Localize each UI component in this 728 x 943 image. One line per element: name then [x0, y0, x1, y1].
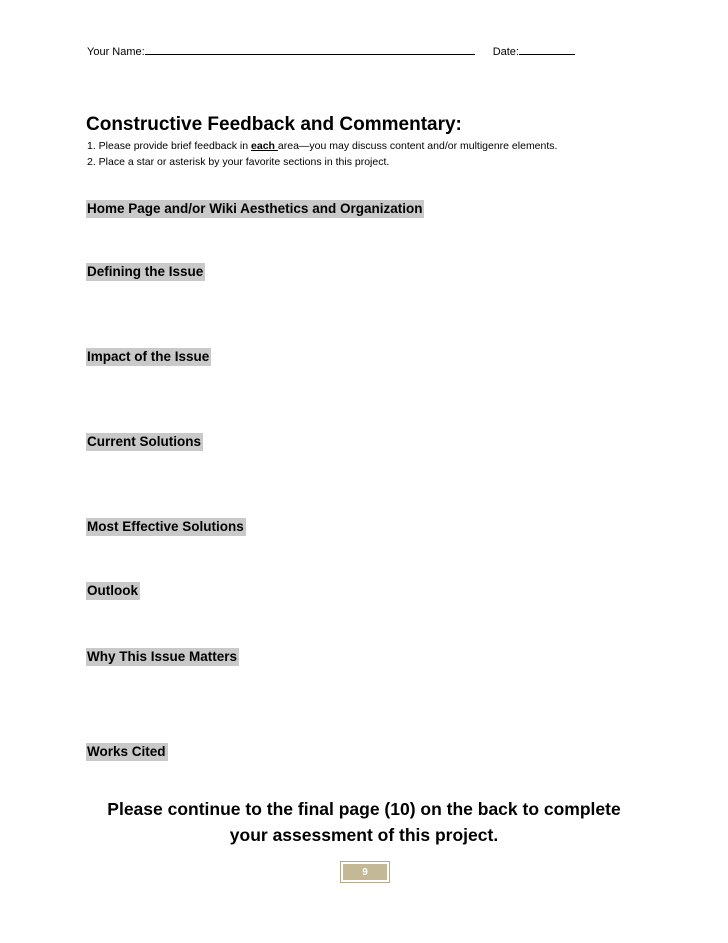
instruction-2: 2. Place a star or asterisk by your favorite sections in this project. [87, 156, 390, 168]
closing-line-1: Please continue to the final page (10) on the back to complete [107, 799, 621, 819]
section-works-cited: Works Cited [87, 744, 166, 759]
instruction-1 [87, 140, 557, 152]
page-number: 9 [340, 861, 390, 883]
name-label: Your Name: [87, 46, 145, 58]
instruction-1-emphasis: each [251, 140, 278, 152]
instruction-1-after: area—you may discuss content and/or multigenre elements. [277, 140, 558, 152]
name-blank[interactable] [145, 44, 475, 55]
section-outlook: Outlook [87, 583, 138, 598]
section-impact-issue: Impact of the Issue [87, 349, 210, 364]
closing-line-2: your assessment of this project. [229, 825, 499, 845]
section-effective-solutions: Most Effective Solutions [87, 519, 244, 534]
date-blank[interactable] [519, 44, 575, 55]
section-defining-issue: Defining the Issue [87, 264, 204, 279]
section-why-matters: Why This Issue Matters [87, 649, 238, 664]
section-home-page: Home Page and/or Wiki Aesthetics and Organization [87, 201, 423, 216]
closing-note [60, 796, 668, 848]
instruction-1-before: 1. Please provide brief feedback in [87, 140, 252, 152]
header-line [87, 44, 575, 58]
date-label: Date: [492, 46, 519, 58]
section-current-solutions: Current Solutions [87, 434, 201, 449]
page-title: Constructive Feedback and Commentary: [86, 114, 462, 135]
